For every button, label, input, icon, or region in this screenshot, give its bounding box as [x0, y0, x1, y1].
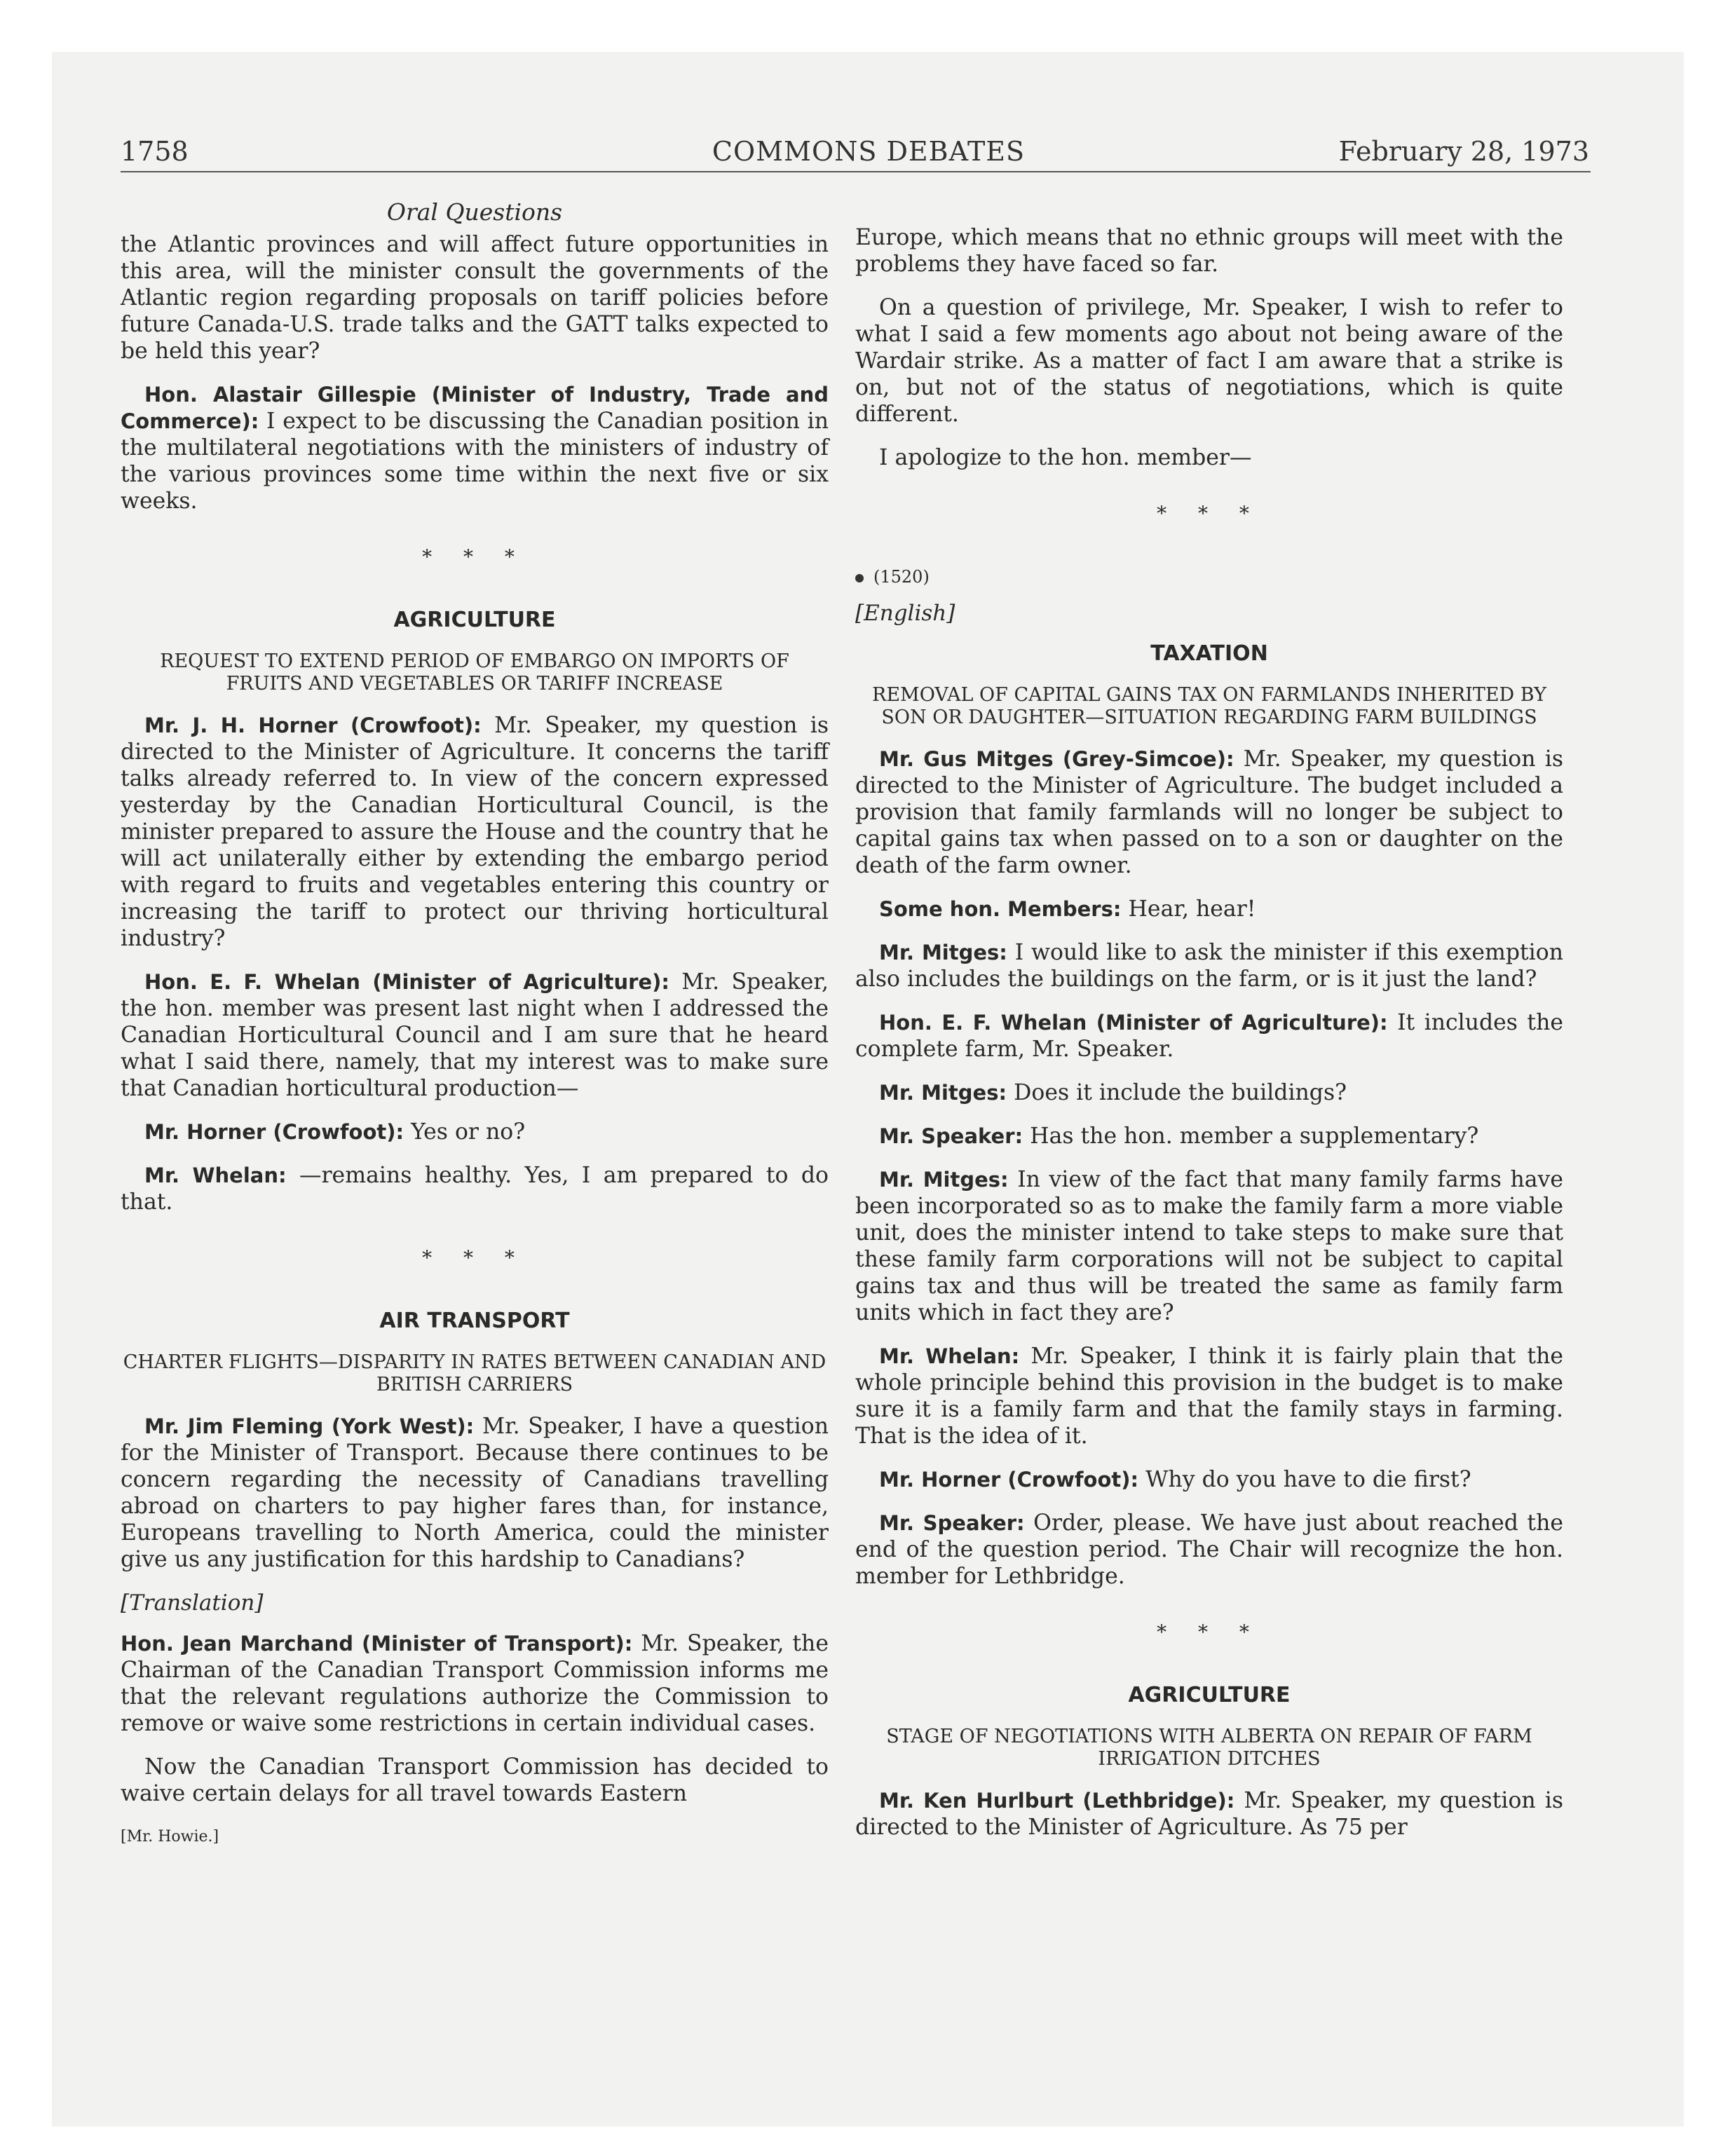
running-head: Oral Questions: [386, 198, 563, 226]
paragraph: [855, 1510, 1563, 1590]
speech-text: Mr. Speaker, I think it is fairly plain that the whole principle behind this provision in the budget is to make sure it is a family farm and that the family stays in farming. That is the idea of it.: [855, 1344, 1563, 1449]
speaker-name: Hon. E. F. Whelan (Minister of Agriculture):: [879, 1011, 1388, 1035]
speaker-name: Mr. Horner (Crowfoot):: [144, 1120, 404, 1144]
speech-text: In view of the fact that many family farms have been incorporated so as to make the family farm a more viable unit, does the minister intend to take steps to make sure that these family farm corporations will not be subject to capital gains tax and thus will be treated the same as family farm units which in fact they are?: [855, 1167, 1563, 1325]
paragraph: [121, 1119, 829, 1145]
section-separator: * * *: [422, 1246, 527, 1269]
right-column: [855, 224, 1563, 1857]
speech-text: I expect to be discussing the Canadian position in the multilateral negotiations with the ministers of industry of the various provinces some time within the next five or six weeks.: [121, 409, 829, 514]
section-subheading: REMOVAL OF CAPITAL GAINS TAX ON FARMLANDS INHERITED BY SON OR DAUGHTER—SITUATION REGARDING FARM BUILDINGS: [872, 684, 1546, 728]
speaker-name: Mr. Mitges:: [879, 1168, 1009, 1192]
paragraph: [121, 1162, 829, 1215]
publication-date: February 28, 1973: [1338, 136, 1589, 167]
language-marker: [English]: [855, 601, 955, 626]
paragraph: [855, 1123, 1563, 1149]
paragraph: [121, 1413, 829, 1573]
publication-title: COMMONS DEBATES: [712, 136, 1026, 167]
speech-text: I would like to ask the minister if this exemption also includes the buildings on the farm, or is it just the land?: [855, 940, 1563, 992]
speech-text: Mr. Speaker, my question is directed to the Minister of Agriculture. The budget included a provision that family farmlands will no longer be subject to capital gains tax when passed on to a son or daughter on the death of the farm owner.: [855, 746, 1563, 878]
paragraph: [121, 969, 829, 1102]
page-number: 1758: [121, 136, 189, 167]
speech-text: Does it include the buildings?: [1007, 1080, 1347, 1105]
paragraph: [855, 1166, 1563, 1326]
paragraph: Now the Canadian Transport Commission has decided to waive certain delays for all travel towards Eastern: [121, 1754, 829, 1806]
speaker-name: Hon. Alastair Gillespie (Minister of Industry, Trade and Commerce):: [121, 383, 829, 433]
paragraph: [855, 939, 1563, 992]
section-heading: AGRICULTURE: [393, 608, 556, 632]
speech-text: It includes the complete farm, Mr. Speaker.: [855, 1010, 1563, 1062]
speech-text: Hear, hear!: [1121, 896, 1256, 922]
section-separator: * * *: [422, 545, 527, 568]
speaker-name: Mr. Horner (Crowfoot):: [879, 1468, 1139, 1492]
bullet-icon: [855, 574, 864, 582]
header-rule: [121, 171, 1591, 172]
speaker-name: Mr. Ken Hurlburt (Lethbridge):: [879, 1789, 1235, 1813]
scanned-page: [52, 52, 1684, 2127]
paragraph: I apologize to the hon. member—: [879, 445, 1252, 470]
paragraph: the Atlantic provinces and will affect future opportunities in this area, will the minister consult the governments of the Atlantic region regarding proposals on tariff policies before future Canada-U.S. trade talks and the GATT talks expected to be held this year?: [121, 232, 829, 364]
speech-text: Mr. Speaker, I have a question for the Minister of Transport. Because there continues to be concern regarding the necessity of Canadians travelling abroad on charters to pay higher fares than, for instance, Europeans travelling to North America, could the minister give us any justification for this hardship to Canadians?: [121, 1414, 829, 1572]
speech-text: Mr. Speaker, my question is directed to the Minister of Agriculture. As 75 per: [855, 1788, 1563, 1840]
paragraph: [855, 896, 1563, 922]
paragraph: [855, 746, 1563, 879]
paragraph: [855, 1079, 1563, 1106]
paragraph: [121, 381, 829, 514]
speaker-name: Mr. Mitges:: [879, 1081, 1007, 1105]
speaker-name: Hon. E. F. Whelan (Minister of Agriculture):: [144, 970, 669, 994]
speaker-name: Hon. Jean Marchand (Minister of Transport):: [121, 1632, 633, 1656]
left-column: [121, 199, 829, 1850]
speech-text: —remains healthy. Yes, I am prepared to do that.: [121, 1163, 829, 1215]
section-heading: AIR TRANSPORT: [379, 1309, 570, 1333]
speaker-name: Mr. J. H. Horner (Crowfoot):: [144, 714, 482, 737]
paragraph: [855, 1466, 1563, 1493]
speaker-name: Mr. Mitges:: [879, 941, 1007, 964]
speaker-name: Mr. Whelan:: [879, 1344, 1020, 1368]
paragraph: [855, 1787, 1563, 1841]
section-separator: * * *: [1157, 1621, 1262, 1644]
paragraph: On a question of privilege, Mr. Speaker, I wish to refer to what I said a few moments ago about not being aware of the Wardair strike. As a matter of fact I am aware that a strike is on, but not of the status of negotiations, which is quite different.: [855, 295, 1563, 427]
speech-text: Has the hon. member a supplementary?: [1023, 1124, 1479, 1149]
section-subheading: REQUEST TO EXTEND PERIOD OF EMBARGO ON IMPORTS OF FRUITS AND VEGETABLES OR TARIFF INCREASE: [160, 650, 789, 695]
time-marker: [855, 564, 1563, 590]
paragraph: [121, 712, 829, 952]
speech-text: Mr. Speaker, my question is directed to the Minister of Agriculture. It concerns the tariff talks already referred to. In view of the concern expressed yesterday by the Canadian Horticultural Council, is the minister prepared to assure the House and the country that he will act unilaterally either by extending the embargo period with regard to fruits and vegetables entering this country or increasing the tariff to protect our thriving horticultural industry?: [121, 713, 829, 951]
section-subheading: STAGE OF NEGOTIATIONS WITH ALBERTA ON REPAIR OF FARM IRRIGATION DITCHES: [886, 1726, 1532, 1770]
speaker-name: Mr. Speaker:: [879, 1124, 1023, 1148]
speaker-name: Mr. Jim Fleming (York West):: [144, 1414, 475, 1438]
paragraph: [855, 1009, 1563, 1063]
speech-text: Why do you have to die first?: [1138, 1467, 1471, 1492]
speaker-name: Some hon. Members:: [879, 897, 1122, 921]
section-heading: TAXATION: [1150, 641, 1268, 666]
time-marker-text: (1520): [873, 567, 930, 587]
section-separator: * * *: [1157, 502, 1262, 525]
speech-text: Mr. Speaker, the hon. member was present last night when I addressed the Canadian Horticultural Council and I am sure that he heard what I said there, namely, that my interest was to make sure that Canadian horticultural production—: [121, 969, 829, 1101]
speech-text: Yes or no?: [404, 1119, 526, 1145]
language-marker: [Translation]: [121, 1590, 264, 1616]
speech-text: Order, please. We have just about reached the end of the question period. The Chair will recognize the hon. member for Lethbridge.: [855, 1510, 1563, 1589]
footnote: [Mr. Howie.]: [121, 1828, 219, 1845]
section-heading: AGRICULTURE: [1128, 1683, 1291, 1707]
paragraph: Europe, which means that no ethnic groups will meet with the problems they have faced so far.: [855, 225, 1563, 277]
section-subheading: CHARTER FLIGHTS—DISPARITY IN RATES BETWEEN CANADIAN AND BRITISH CARRIERS: [123, 1351, 826, 1396]
speaker-name: Mr. Speaker:: [879, 1511, 1025, 1535]
speaker-name: Mr. Whelan:: [144, 1164, 287, 1187]
speech-text: Mr. Speaker, the Chairman of the Canadian Transport Commission informs me that the relevant regulations authorize the Commission to remove or waive some restrictions in certain individual cases.: [121, 1631, 829, 1736]
paragraph: [855, 1343, 1563, 1449]
speaker-name: Mr. Gus Mitges (Grey-Simcoe):: [879, 747, 1234, 771]
paragraph: [121, 1630, 829, 1737]
